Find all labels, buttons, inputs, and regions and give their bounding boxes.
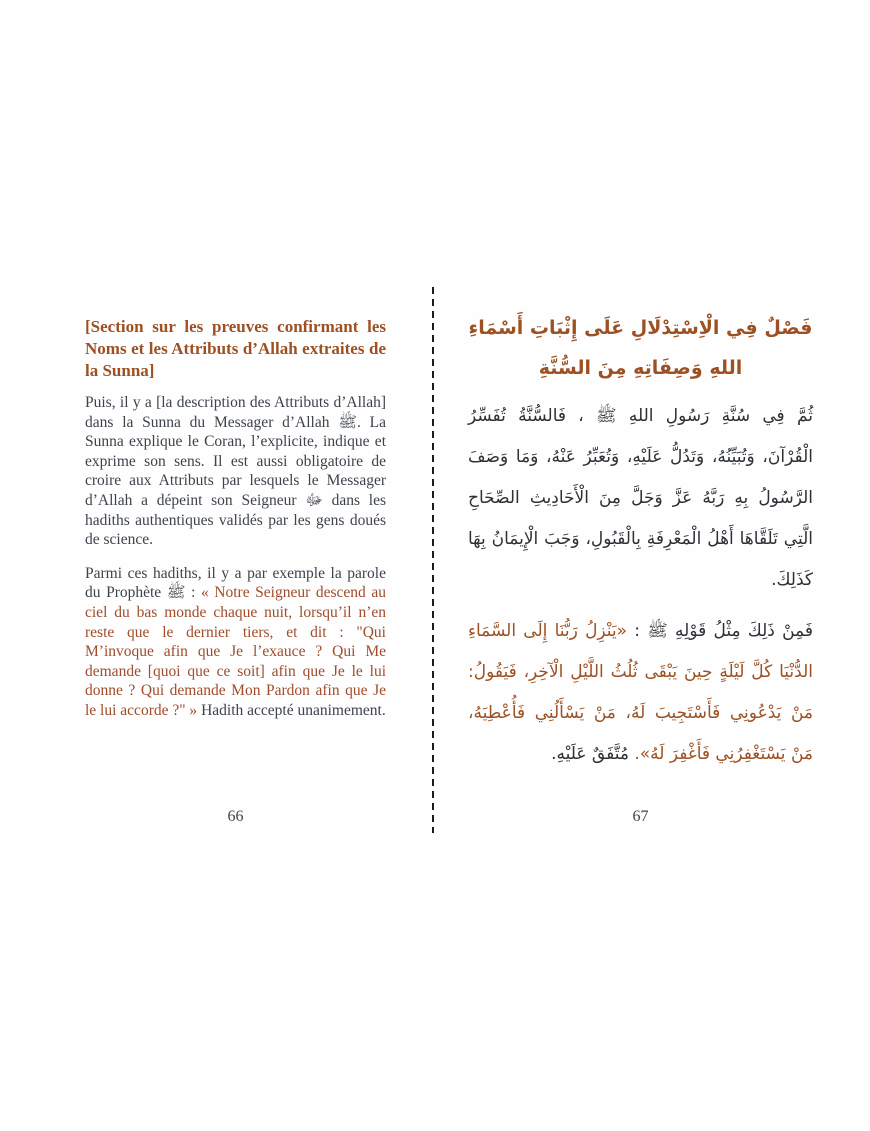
page-divider-dashed-line <box>432 287 434 833</box>
french-paragraph-1: Puis, il y a [la description des Attributs d’Allah] dans la Sunna du Messager d’Allah ﷺ. La Sunna explique le Coran, l’explicite, indique et exprime son sens. Il est aussi obligatoire de croire aux Attributs par lesquels le Messager d’Allah a dépeint son Seigneur ﷻ dans les hadiths authentiques validés par les gens doués de science. <box>85 394 386 549</box>
right-page-arabic <box>468 308 813 785</box>
page-number-left: 66 <box>227 808 244 825</box>
french-paragraph-2-outro: Hadith accepté unanimement. <box>197 701 386 719</box>
arabic-paragraph-2 <box>468 611 813 775</box>
arabic-paragraph-2-outro: مُتَّفَقٌ عَلَيْهِ. <box>551 744 635 764</box>
french-paragraph-2-intro: Parmi ces hadiths, il y a par exemple la parole du Prophète ﷺ : <box>85 564 386 602</box>
arabic-paragraph-2-intro: فَمِنْ ذَلِكَ مِثْلُ قَوْلِهِ ﷺ : <box>627 621 813 641</box>
section-heading-french: [Section sur les preuves confirmant les Noms et les Attributs d’Allah extraites de la Sunna] <box>85 317 386 380</box>
french-paragraph-2 <box>85 564 386 721</box>
hadith-quote-arabic: «يَنْزِلُ رَبُّنَا إِلَى السَّمَاءِ الدُّنْيَا كُلَّ لَيْلَةٍ حِينَ يَبْقَى ثُلُثُ اللَّيْلِ الْآخِرِ، فَيَقُولُ: مَنْ يَدْعُونِي فَأَسْتَجِيبَ لَهُ، مَنْ يَسْأَلُنِي فَأُعْطِيَهُ، مَنْ يَسْتَغْفِرُنِي فَأَغْفِرَ لَهُ». <box>468 621 813 764</box>
section-heading-arabic: فَصْلٌ فِي الْاِسْتِدْلَالِ عَلَى إِثْبَاتِ أَسْمَاءِ اللهِ وَصِفَاتِهِ مِنَ السُّنَّةِ <box>468 317 813 379</box>
hadith-quote-french: « Notre Seigneur descend au ciel du bas monde chaque nuit, lorsqu’il n’en reste que le dernier tiers, et dit : "Qui M’invoque afin que Je l’exauce ? Qui Me demande [quoi que ce soit] afin que Je le lui donne ? Qui demande Mon Pardon afin que Je le lui accorde ?" » <box>85 584 386 719</box>
page-number-right: 67 <box>632 808 649 825</box>
left-page-french <box>85 316 386 735</box>
arabic-paragraph-1: ثُمَّ فِي سُنَّةِ رَسُولِ اللهِ ﷺ ، فَالسُّنَّةُ تُفَسِّرُ الْقُرْآنَ، وَتُبَيِّنُهُ، وَتَدُلُّ عَلَيْهِ، وَتُعَبِّرُ عَنْهُ، وَمَا وَصَفَ الرَّسُولُ بِهِ رَبَّهُ عَزَّ وَجَلَّ مِنَ الْأَحَادِيثِ الصِّحَاحِ الَّتِي تَلَقَّاهَا أَهْلُ الْمَعْرِفَةِ بِالْقَبُولِ، وَجَبَ الْإِيمَانُ بِهَا كَذَلِكَ. <box>468 406 813 590</box>
